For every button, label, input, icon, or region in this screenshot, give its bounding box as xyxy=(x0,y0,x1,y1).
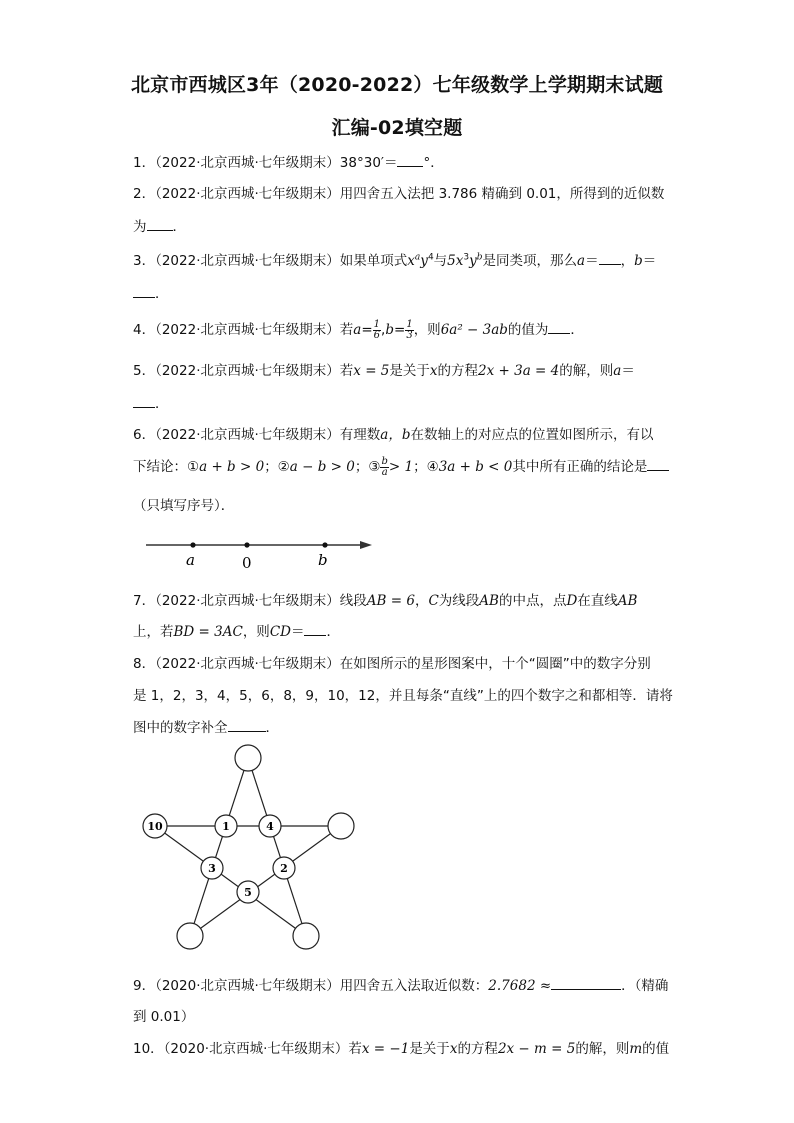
question-source: （2022·北京西城·七年级期末） xyxy=(155,593,340,609)
axis-label-a: a xyxy=(186,551,195,569)
question-text: 38°30′＝ xyxy=(339,155,398,171)
question-8-cont: 是 1，2，3，4，5，6，8，9，10，12，并且每条“直线”上的四个数字之和都相等．请将 xyxy=(133,688,673,704)
question-2 xyxy=(133,182,664,202)
question-source: （2020·北京西城·七年级期末） xyxy=(163,1041,349,1057)
question-10: 10．（2020·北京西城·七年级期末）若x = −1是关于x的方程2x − m = 5的解，则m的值 xyxy=(133,1041,670,1057)
number-line-figure xyxy=(140,535,380,575)
question-5: 5．（2022·北京西城·七年级期末）若x = 5是关于x的方程2x + 3a = 4的解，则a＝ xyxy=(133,363,635,379)
axis-label-b: b xyxy=(318,551,328,569)
star-line xyxy=(190,758,248,936)
question-8: 8．（2022·北京西城·七年级期末）在如图所示的星形图案中，十个“圆圈”中的数字分别 xyxy=(133,656,651,672)
question-6-cont: 下结论：①a + b > 0；②a − b > 0；③ $\frac{b}{a}$ > 1；④3a + b < 0其中所有正确的结论是 xyxy=(133,455,669,478)
star-node-circle xyxy=(177,923,203,949)
question-number: 8． xyxy=(133,656,156,672)
question-source: （2022·北京西城·七年级期末） xyxy=(155,253,340,269)
answer-blank[interactable] xyxy=(228,718,266,732)
question-source: （2022·北京西城·七年级期末） xyxy=(155,427,340,443)
question-7: 7．（2022·北京西城·七年级期末）线段AB = 6，C为线段AB的中点，点D在直线AB xyxy=(133,593,638,609)
point-a xyxy=(190,542,195,547)
question-number: 7． xyxy=(133,593,156,609)
answer-blank-a[interactable] xyxy=(599,251,621,265)
question-9: 9．（2020·北京西城·七年级期末）用四舍五入法取近似数：2.7682 ≈ ．（精确 xyxy=(133,978,669,994)
question-text: 用四舍五入法把 3.786 精确到 0.01，所得到的近似数 xyxy=(339,186,665,202)
arrow-icon xyxy=(360,541,372,549)
question-number: 10． xyxy=(133,1041,164,1057)
question-number: 9． xyxy=(133,978,156,994)
star-node-label: 10 xyxy=(147,820,163,833)
question-2-cont: 为 ． xyxy=(133,219,186,235)
question-8-cont2: 图中的数字补全 ． xyxy=(133,720,279,736)
question-number: 5． xyxy=(133,363,156,379)
answer-blank[interactable] xyxy=(647,457,669,471)
star-node-label: 4 xyxy=(266,820,274,833)
answer-blank[interactable] xyxy=(147,217,173,231)
star-figure xyxy=(130,740,370,955)
question-number: 1． xyxy=(133,155,156,171)
question-7-cont: 上，若BD = 3AC，则CD＝ ． xyxy=(133,624,340,640)
question-5-cont: ． xyxy=(133,392,169,412)
document-subtitle: 汇编-02填空题 xyxy=(331,117,463,139)
fraction-one-third: $\frac{1}{3}$ xyxy=(406,318,413,341)
point-b xyxy=(322,542,327,547)
star-node-label: 3 xyxy=(208,862,216,875)
question-text: 如果单项式 xyxy=(339,253,408,269)
star-line xyxy=(155,826,306,936)
star-node-circle xyxy=(328,813,354,839)
question-source: （2020·北京西城·七年级期末） xyxy=(155,978,340,994)
question-source: （2022·北京西城·七年级期末） xyxy=(155,322,340,338)
star-node-circle xyxy=(235,745,261,771)
question-6: 6．（2022·北京西城·七年级期末）有理数a，b在数轴上的对应点的位置如图所示，有以 xyxy=(133,427,654,443)
axis-label-zero: 0 xyxy=(242,554,252,572)
question-3: 3．（2022·北京西城·七年级期末）如果单项式$x^ay^4$与$5x^3y^b$是同类项，那么a＝ ，b＝ xyxy=(133,252,657,269)
star-node-label: 2 xyxy=(280,862,288,875)
answer-blank[interactable] xyxy=(548,320,570,334)
point-zero xyxy=(244,542,249,547)
question-source: （2022·北京西城·七年级期末） xyxy=(155,186,340,202)
answer-blank-b[interactable] xyxy=(133,284,155,298)
fraction-b-over-a: $\frac{b}{a}$ xyxy=(381,455,388,478)
star-node-circle xyxy=(293,923,319,949)
question-6-cont2: （只填写序号）． xyxy=(133,498,235,514)
star-node-label: 5 xyxy=(244,886,252,899)
question-source: （2022·北京西城·七年级期末） xyxy=(155,656,340,672)
star-line xyxy=(248,758,306,936)
document-title: 北京市西城区3年（2020-2022）七年级数学上学期期末试题 xyxy=(130,74,664,96)
question-9-cont: 到 0.01） xyxy=(133,1009,195,1025)
question-number: 4． xyxy=(133,322,156,338)
star-line xyxy=(190,826,341,936)
fraction-one-sixth: $\frac{1}{6}$ xyxy=(373,318,381,341)
question-source: （2022·北京西城·七年级期末） xyxy=(155,155,340,171)
question-number: 2． xyxy=(133,186,156,202)
question-number: 6． xyxy=(133,427,156,443)
answer-blank[interactable] xyxy=(133,394,155,408)
question-1: 1．（2022·北京西城·七年级期末）38°30′＝ °． xyxy=(133,155,444,171)
answer-blank[interactable] xyxy=(304,622,326,636)
question-number: 3． xyxy=(133,253,156,269)
question-source: （2022·北京西城·七年级期末） xyxy=(155,363,340,379)
answer-blank[interactable] xyxy=(551,976,621,990)
star-node-label: 1 xyxy=(222,820,230,833)
question-4: 4．（2022·北京西城·七年级期末）若a= $\frac{1}{6}$ ,b= $\frac{1}{3}$ ，则6a² − 3ab的值为 ． xyxy=(133,318,584,341)
question-3-cont: ． xyxy=(133,282,169,302)
answer-blank[interactable] xyxy=(397,153,423,167)
